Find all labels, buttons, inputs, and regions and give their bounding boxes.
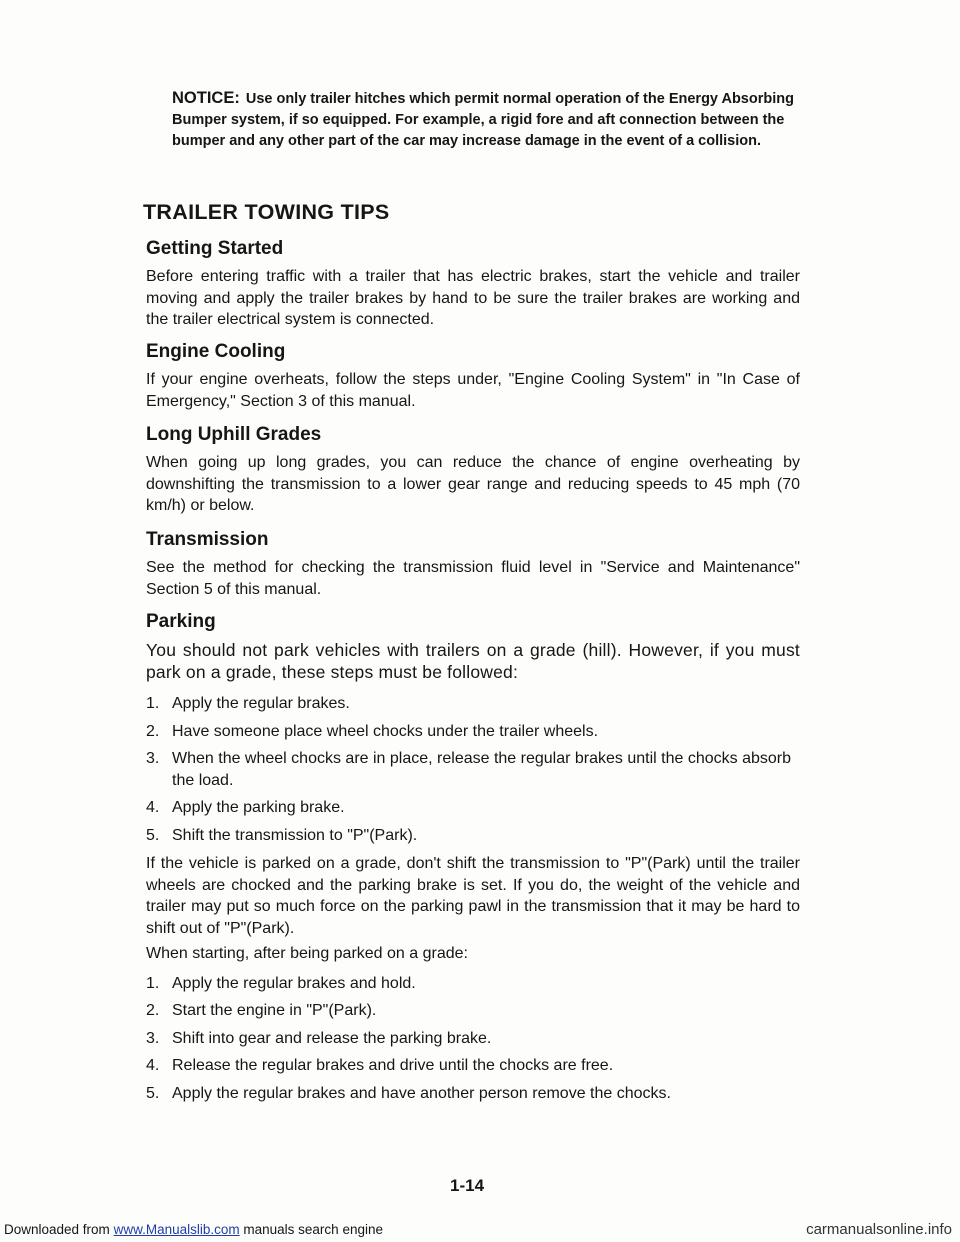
paragraph-starting-intro: When starting, after being parked on a grade: <box>146 945 468 962</box>
download-footer <box>0 1218 960 1242</box>
notice-label: NOTICE: <box>172 89 240 107</box>
heading-long-uphill-grades: Long Uphill Grades <box>146 424 322 445</box>
heading-getting-started: Getting Started <box>146 238 284 259</box>
page-title: TRAILER TOWING TIPS <box>143 200 390 224</box>
notice-block <box>172 88 798 152</box>
section-transmission <box>146 529 800 604</box>
footer-prefix: Downloaded from <box>4 1222 110 1237</box>
list-item: 5. Apply the regular brakes and have another person remove the chocks. <box>146 1084 671 1102</box>
section-long-uphill-grades <box>146 424 800 521</box>
list-item: 4. Release the regular brakes and drive until the chocks are free. <box>146 1057 614 1074</box>
list-item: 1. Apply the regular brakes. <box>146 695 350 712</box>
footer-source <box>4 1218 383 1242</box>
list-item: 5. Shift the transmission to "P"(Park). <box>146 826 418 844</box>
section-engine-cooling <box>146 341 800 416</box>
watermark-text: carmanualsonline.info <box>806 1221 952 1238</box>
paragraph-parking-lead: You should not park vehicles with trailers on a grade (hill). However, if you must park on a grade, these steps must be followed: <box>146 640 800 682</box>
heading-engine-cooling: Engine Cooling <box>146 341 286 362</box>
paragraph-getting-started: Before entering traffic with a trailer that has electric brakes, start the vehicle and trailer moving and apply the trailer brakes by hand to be sure the trailer brakes are working and the trailer electrical system is connected. <box>146 268 800 328</box>
notice-text: Use only trailer hitches which permit normal operation of the Energy Absorbing Bumper system, if so equipped. For example, a rigid fore and aft connection between the bumper and any other part of the car may increase damage in the event of a collision. <box>172 91 794 149</box>
section-parking <box>146 611 800 1111</box>
list-item: 2. Have someone place wheel chocks under the trailer wheels. <box>146 722 599 740</box>
list-item: 1. Apply the regular brakes and hold. <box>146 974 416 992</box>
list-item: 4. Apply the parking brake. <box>146 799 345 816</box>
parking-steps-list <box>146 693 800 846</box>
starting-steps-list <box>146 973 800 1105</box>
list-item: 3. When the wheel chocks are in place, release the regular brakes until the chocks absorb the load. <box>146 750 792 789</box>
heading-parking: Parking <box>146 611 216 632</box>
list-item: 3. Shift into gear and release the parking brake. <box>146 1029 492 1047</box>
paragraph-parking-warning: If the vehicle is parked on a grade, don't shift the transmission to "P"(Park) until the trailer wheels are chocked and the parking brake is set. If you do, the weight of the vehicle and trailer may put so much force on the parking pawl in the transmission that it may be hard to shift out of "P"(Park). <box>146 855 800 937</box>
page-number: 1-14 <box>450 1176 485 1195</box>
section-getting-started <box>146 238 800 335</box>
list-item: 2. Start the engine in "P"(Park). <box>146 1002 377 1019</box>
footer-suffix: manuals search engine <box>243 1222 383 1237</box>
paragraph-transmission: See the method for checking the transmission fluid level in "Service and Maintenance" Section 5 of this manual. <box>146 559 800 598</box>
paragraph-engine-cooling: If your engine overheats, follow the steps under, "Engine Cooling System" in "In Case of Emergency," Section 3 of this manual. <box>146 371 800 410</box>
manualslib-link[interactable]: www.Manualslib.com <box>113 1222 240 1237</box>
heading-transmission: Transmission <box>146 529 269 550</box>
paragraph-long-uphill-grades: When going up long grades, you can reduce the chance of engine overheating by downshifting the transmission to a lower gear range and reducing speeds to 45 mph (70 km/h) or below. <box>146 454 800 514</box>
